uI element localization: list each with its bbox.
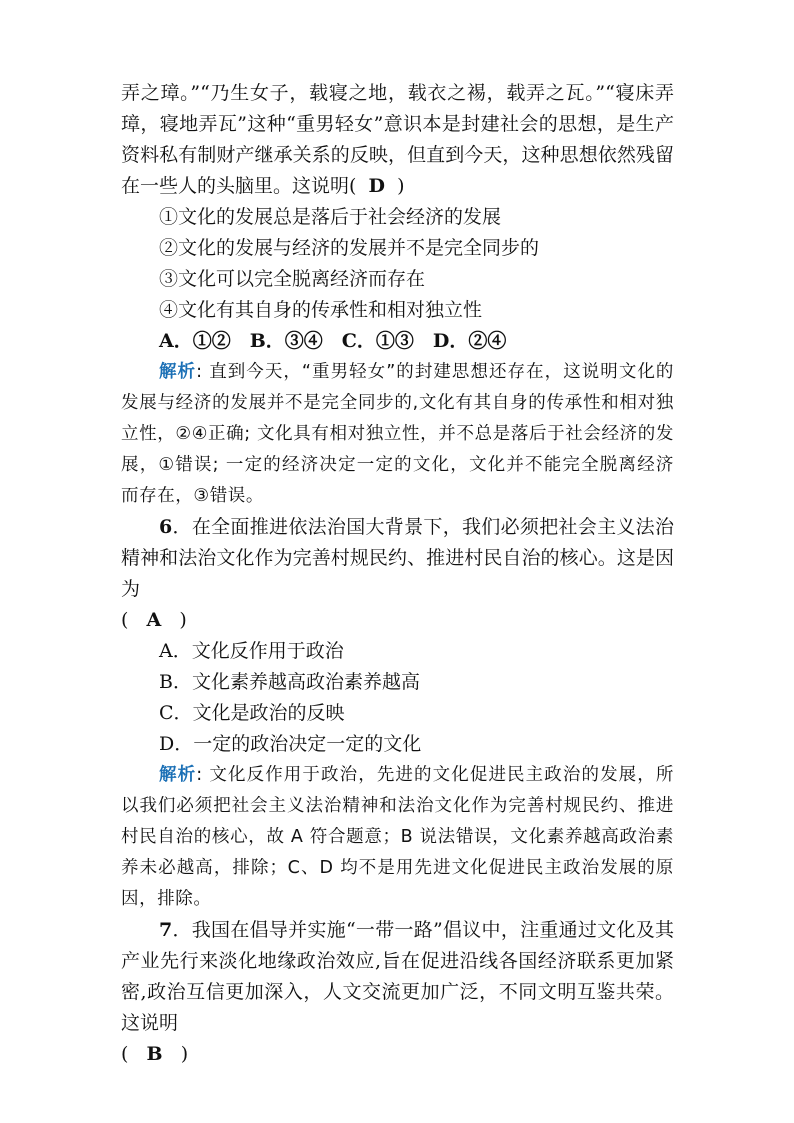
question-5-close-paren: ) [397, 175, 405, 197]
question-5-item-4: ④文化有其自身的传承性和相对独立性 [159, 299, 483, 321]
question-7-answer-line [121, 1039, 674, 1070]
question-6-stem-text: ．在全面推进依法治国大背景下，我们必须把社会主义法治精神和法治文化作为完善村规民约、推进村民自治的核心。这是因为 [121, 516, 674, 600]
question-6-option-b: B．文化素养越高政治素养越高 [159, 671, 420, 693]
question-6-option-c: C．文化是政治的反映 [159, 702, 345, 724]
question-5-analysis [121, 357, 674, 512]
question-5-choices: A．①② B．③④ C．①③ D．②④ [159, 330, 507, 352]
question-5-item-1: ①文化的发展总是落后于社会经济的发展 [159, 206, 502, 228]
question-5-stem-text: 弄之璋。”“乃生女子，载寝之地，载衣之裼，载弄之瓦。”“寝床弄璋，寝地弄瓦”这种“重男轻女”意识本是封建社会的思想，是生产资料私有制财产继承关系的反映，但直到今天，这种思想依然残留在一些人的头脑里。这说明( [121, 82, 674, 197]
question-5-item-3: ③文化可以完全脱离经济而存在 [159, 268, 426, 290]
question-7-open-paren: ( [121, 1043, 129, 1065]
question-6-close-paren: ) [179, 609, 187, 631]
question-5-item-2: ②文化的发展与经济的发展并不是完全同步的 [159, 237, 540, 259]
question-6-answer-line [121, 605, 674, 636]
question-7-answer: B [146, 1043, 163, 1065]
question-6-open-paren: ( [121, 609, 129, 631]
question-6-number: 6 [159, 516, 173, 538]
question-6-analysis [121, 760, 674, 915]
question-5-answer: D [368, 175, 385, 197]
question-7-close-paren: ) [180, 1043, 189, 1065]
question-6-stem [121, 512, 674, 605]
question-6-answer: A [146, 609, 162, 631]
analysis-label: 解析 [159, 362, 197, 382]
analysis-label: 解析 [159, 765, 197, 785]
question-5-stem [121, 78, 674, 202]
question-7-number: 7 [159, 919, 173, 941]
question-6-option-d: D．一定的政治决定一定的文化 [159, 733, 422, 755]
question-7-stem [121, 915, 674, 1039]
question-6-option-a: A．文化反作用于政治 [159, 640, 344, 662]
question-7-stem-text: ．我国在倡导并实施“一带一路”倡议中，注重通过文化及其产业先行来淡化地缘政治效应,旨在促进沿线各国经济联系更加紧密,政治互信更加深入，人文交流更加广泛，不同文明互鉴共荣。这说明 [121, 919, 674, 1034]
question-content [121, 78, 674, 1070]
question-6-analysis-text: : 文化反作用于政治，先进的文化促进民主政治的发展，所以我们必须把社会主义法治精神和法治文化作为完善村规民约、推进村民自治的核心，故 A 符合题意；B 说法错误，文化素养越高政治素养未必越高，排除；C、D 均不是用先进文化促进民主政治发展的原因，排除。 [121, 765, 674, 909]
question-5-analysis-text: : 直到今天，“重男轻女”的封建思想还存在，这说明文化的发展与经济的发展并不是完全同步的,文化有其自身的传承性和相对独立性，②④正确; 文化具有相对独立性，并不总是落后于社会经济的发展，①错误; 一定的经济决定一定的文化，文化并不能完全脱离经济而存在，③错误。 [121, 362, 675, 506]
